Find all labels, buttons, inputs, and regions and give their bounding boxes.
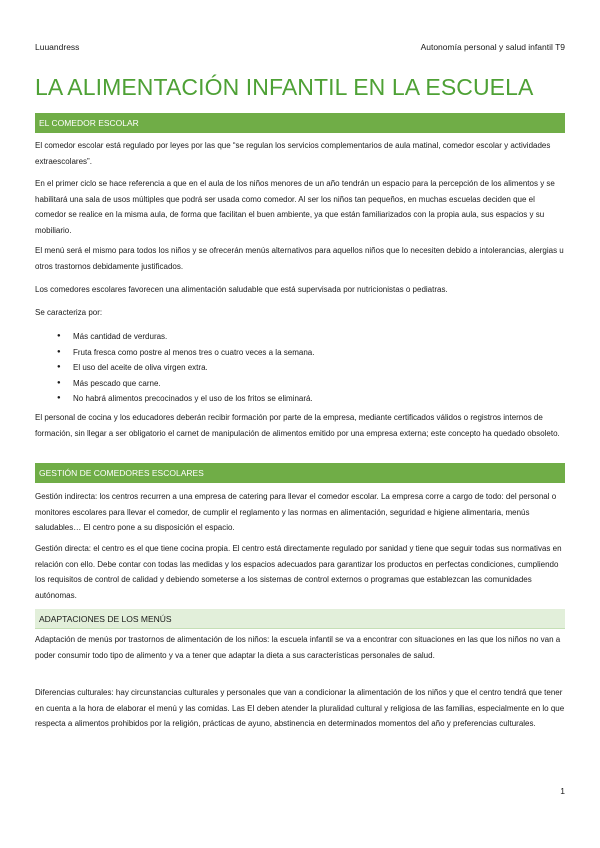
list-item: ● El uso del aceite de oliva virgen extra. <box>35 360 565 376</box>
paragraph: El menú será el mismo para todos los niños y se ofrecerán menús alternativos para aquellos niños que lo necesiten debido a intolerancias, alergias u otros trastornos debidamente justificados. <box>35 246 564 271</box>
header-course: Autonomía personal y salud infantil T9 <box>420 42 565 52</box>
section-heading-comedor: EL COMEDOR ESCOLAR <box>35 113 565 133</box>
paragraph: El personal de cocina y los educadores deberán recibir formación por parte de la empresa, mediante certificados válidos o registros internos de formación, sin llegar a ser obligatorio el carnet de manipulación de alimentos emitido por una empresa externa; este concepto ha quedado obsoleto. <box>35 413 560 438</box>
section-heading-gestion: GESTIÓN DE COMEDORES ESCOLARES <box>35 463 565 483</box>
page-number: 1 <box>560 786 565 796</box>
paragraph: Gestión indirecta: los centros recurren a una empresa de catering para llevar el comedor escolar. La empresa corre a cargo de todo: del personal o monitores escolares para llevar el comedor, de cumplir el reglamento y las normas en alimentación, seguridad e higiene alimentaria, menús saludables… El centro pone a su disposición el espacio. <box>35 492 557 532</box>
paragraph: En el primer ciclo se hace referencia a que en el aula de los niños menores de un año tendrán un espacio para la percepción de los alimentos y se habilitará una sala de usos múltiples que podrá ser usada como comedor. Al ser los niños tan pequeños, en muchas escuelas deciden que el comedor se realice en la misma aula, de forma que facilitan el buen ambiente, ya que están familiarizados con la propia aula, sus espacios y su mobiliario. <box>35 179 555 235</box>
paragraph: Diferencias culturales: hay circunstancias culturales y personales que van a condicionar la alimentación de los niños y que el centro tendrá que tener en cuenta a la hora de elaborar el menú y las comidas. Las EI deben atender la pluralidad cultural y religiosa de las familias, especialmente en lo que respecta a alimentos prohibidos por la religión, prácticas de ayuno, abstinencia en determinados momentos del año y preferencias culturales. <box>35 688 565 728</box>
page-header <box>35 42 565 54</box>
section-heading-adaptaciones: ADAPTACIONES DE LOS MENÚS <box>35 609 565 629</box>
list-item: ● No habrá alimentos precocinados y el uso de los fritos se eliminará. <box>35 391 565 407</box>
page-title: LA ALIMENTACIÓN INFANTIL EN LA ESCUELA <box>35 74 534 100</box>
list-item: ● Más pescado que carne. <box>35 376 565 392</box>
header-author: Luuandress <box>35 42 80 52</box>
paragraph: Los comedores escolares favorecen una alimentación saludable que está supervisada por nutricionistas o pediatras. <box>35 285 448 294</box>
paragraph: Gestión directa: el centro es el que tiene cocina propia. El centro está directamente regulado por sanidad y tiene que seguir todas sus normativas en relación con ello. Debe contar con todas las medidas y los espacios adecuados para garantizar los productos en perfectas condiciones, cumpliendo los requisitos de control de calidad y debiendo someterse a los sistemas de control externos o programas que establezcan las comunidades autónomas. <box>35 544 562 600</box>
paragraph: Adaptación de menús por trastornos de alimentación de los niños: la escuela infantil se va a encontrar con situaciones en las que los niños no van a poder consumir todo tipo de alimento y va a tener que adaptar la dieta a sus características personales de salud. <box>35 635 561 660</box>
paragraph: Se caracteriza por: <box>35 308 103 317</box>
list-item: ● Más cantidad de verduras. <box>35 329 565 345</box>
feature-list <box>35 329 565 407</box>
list-item: ● Fruta fresca como postre al menos tres o cuatro veces a la semana. <box>35 345 565 361</box>
paragraph: El comedor escolar está regulado por leyes por las que “se regulan los servicios complementarios de aula matinal, comedor escolar y actividades extraescolares”. <box>35 141 551 166</box>
